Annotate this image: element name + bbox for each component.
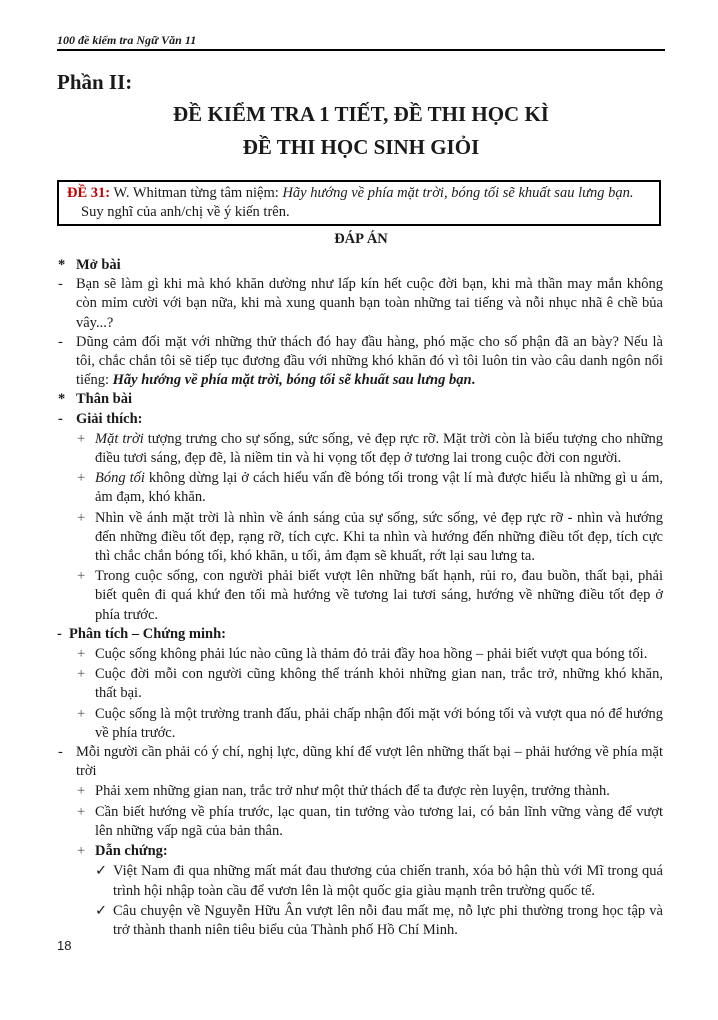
page-title-line-2: ĐỀ THI HỌC SINH GIỎI xyxy=(242,135,480,159)
list-item xyxy=(57,509,663,567)
paragraph-text: Bạn sẽ làm gì khi mà khó khăn dường như lấp kín hết cuộc đời bạn, khi mà thần may mắn không còn mỉm cười với bạn nữa, khi mà xung quanh bạn toàn những tai tiếng và nỗi nhục nhã ê chề bủa vây...? xyxy=(76,276,663,331)
section-heading: Mở bài xyxy=(76,257,121,273)
list-item xyxy=(57,862,663,900)
list-item xyxy=(57,665,663,703)
period: . xyxy=(471,372,476,389)
answer-heading: ĐÁP ÁN xyxy=(334,231,388,247)
list-item xyxy=(57,803,663,841)
paragraph-text: Cần biết hướng về phía trước, lạc quan, tin tưởng vào tương lai, có bản lĩnh vững vàng để vượt lên những vấp ngã của bản thân. xyxy=(95,803,663,839)
paragraph-text: Nhìn về ánh mặt trời là nhìn về ánh sáng của sự sống, sức sống, vẻ đẹp rực rỡ - nhìn và hướng đến những điều tốt đẹp, rạng rỡ, tích cực. Khi ta nhìn và hướng đến những điều tốt đẹp, tích cực thì chắc chắn bóng tối, khó khăn, u tối, ảm đạm sẽ khuất, rớt lại sau lưng ta. xyxy=(95,509,663,565)
list-item xyxy=(57,705,663,743)
question-box xyxy=(57,180,661,226)
paragraph-text: Câu chuyện về Nguyễn Hữu Ân vượt lên nỗi đau mất mẹ, nỗ lực phi thường trong học tập và trở thành thanh niên tiêu biểu của Thành phố Hồ Chí Minh. xyxy=(113,902,663,938)
section-than-bai xyxy=(57,390,663,409)
answer-content xyxy=(57,256,663,940)
list-item xyxy=(57,333,663,391)
paragraph-text: Việt Nam đi qua những mất mát đau thương của chiến tranh, xóa bỏ hận thù với Mĩ trong quá trình hội nhập toàn cầu để vươn lên là một quốc gia giàu mạnh trên trường quốc tế. xyxy=(113,863,663,899)
page-title-line-1: ĐỀ KIỂM TRA 1 TIẾT, ĐỀ THI HỌC KÌ xyxy=(173,102,549,126)
paragraph-text: Cuộc sống là một trường tranh đấu, phải chấp nhận đối mặt với bóng tối và vượt qua nó để hướng về phía trước. xyxy=(95,705,663,741)
plus-marker: + xyxy=(77,843,86,860)
dash-marker: - xyxy=(57,625,62,642)
page-number: 18 xyxy=(57,938,72,953)
plus-marker: + xyxy=(77,783,86,800)
dash-marker: - xyxy=(58,276,63,293)
term-text: Bóng tối xyxy=(95,470,145,487)
list-item xyxy=(57,430,663,468)
paragraph-text: Mỗi người cần phải có ý chí, nghị lực, dũng khí để vượt lên những thất bại – phải hướng về phía mặt trời xyxy=(76,744,663,780)
list-item xyxy=(57,275,663,333)
question-line xyxy=(67,184,651,203)
plus-marker: + xyxy=(77,568,86,585)
dash-marker: - xyxy=(58,333,63,350)
section-mo-bai xyxy=(57,256,663,275)
subsection-phan-tich xyxy=(57,625,663,644)
asterisk-marker: * xyxy=(58,391,66,408)
list-item xyxy=(57,645,663,664)
subsection-heading: Phân tích – Chứng minh: xyxy=(69,625,226,642)
asterisk-marker: * xyxy=(58,257,66,273)
subsection-heading: Giải thích: xyxy=(76,410,143,427)
paragraph-text: Cuộc sống không phải lúc nào cũng là thảm đỏ trải đầy hoa hồng – phải biết vượt qua bóng tối. xyxy=(95,646,648,663)
section-heading: Thân bài xyxy=(76,391,133,408)
part-label: Phần II: xyxy=(57,70,133,94)
paragraph-text: Dũng cảm đối mặt với những thử thách đó hay đầu hàng, phó mặc cho số phận đã an bày? Nếu là tôi, chắc chắn tôi sẽ tiếp tục đương đầu với những khó khăn đó vì tôi luôn tin vào câu danh ngôn nổi tiếng: xyxy=(76,333,663,389)
dash-marker: - xyxy=(58,744,63,761)
term-text: Mặt trời xyxy=(95,430,144,447)
question-lead: W. Whitman từng tâm niệm: xyxy=(110,185,283,201)
header-rule xyxy=(57,49,665,51)
dash-marker: - xyxy=(58,410,63,427)
plus-marker: + xyxy=(77,803,86,820)
running-header: 100 đề kiểm tra Ngữ Văn 11 xyxy=(57,33,197,47)
question-code: ĐỀ 31: xyxy=(67,185,111,201)
list-item xyxy=(57,743,663,781)
paragraph-text: Trong cuộc sống, con người phải biết vượt lên những bất hạnh, rủi ro, đau buồn, thất bại, phải biết quên đi quá khứ đen tối mà hướng về tương lai tươi sáng, hướng về những điều tốt đẹp ở phía trước. xyxy=(95,568,663,623)
list-item xyxy=(57,902,663,940)
plus-marker: + xyxy=(77,646,86,663)
paragraph-text: Cuộc đời mỗi con người cũng không thể tránh khỏi những gian nan, trắc trở, những khó khăn, thất bại. xyxy=(95,666,663,702)
paragraph-text: tượng trưng cho sự sống, sức sống, vẻ đẹp rực rỡ. Mặt trời còn là biểu tượng cho những điều tươi sáng, đẹp đẽ, là niềm tin và hi vọng tốt đẹp ở tương lai trong cuộc đời con người. xyxy=(95,430,663,467)
plus-marker: + xyxy=(77,705,86,722)
paragraph-text: Phải xem những gian nan, trắc trở như một thử thách để ta được rèn luyện, trưởng thành. xyxy=(95,783,610,800)
list-item xyxy=(57,567,663,625)
question-quote: Hãy hướng về phía mặt trời, bóng tối sẽ khuất sau lưng bạn. xyxy=(282,185,634,201)
list-item xyxy=(57,469,663,507)
subsection-dan-chung xyxy=(57,842,663,861)
checkmark-icon: ✓ xyxy=(95,863,108,880)
subsection-heading: Dẫn chứng: xyxy=(95,843,168,860)
plus-marker: + xyxy=(77,509,86,526)
question-prompt: Suy nghĩ của anh/chị về ý kiến trên. xyxy=(81,204,290,220)
plus-marker: + xyxy=(77,470,86,487)
plus-marker: + xyxy=(77,666,86,683)
checkmark-icon: ✓ xyxy=(95,902,108,919)
quote-text: Hãy hướng về phía mặt trời, bóng tối sẽ khuất sau lưng bạn xyxy=(112,372,472,389)
subsection-giai-thich xyxy=(57,410,663,429)
plus-marker: + xyxy=(77,430,86,447)
paragraph-text: không dừng lại ở cách hiểu vấn đề bóng tối trong vật lí mà được hiểu là những gì u ám, ảm đạm, khó khăn. xyxy=(95,470,663,506)
list-item xyxy=(57,782,663,801)
